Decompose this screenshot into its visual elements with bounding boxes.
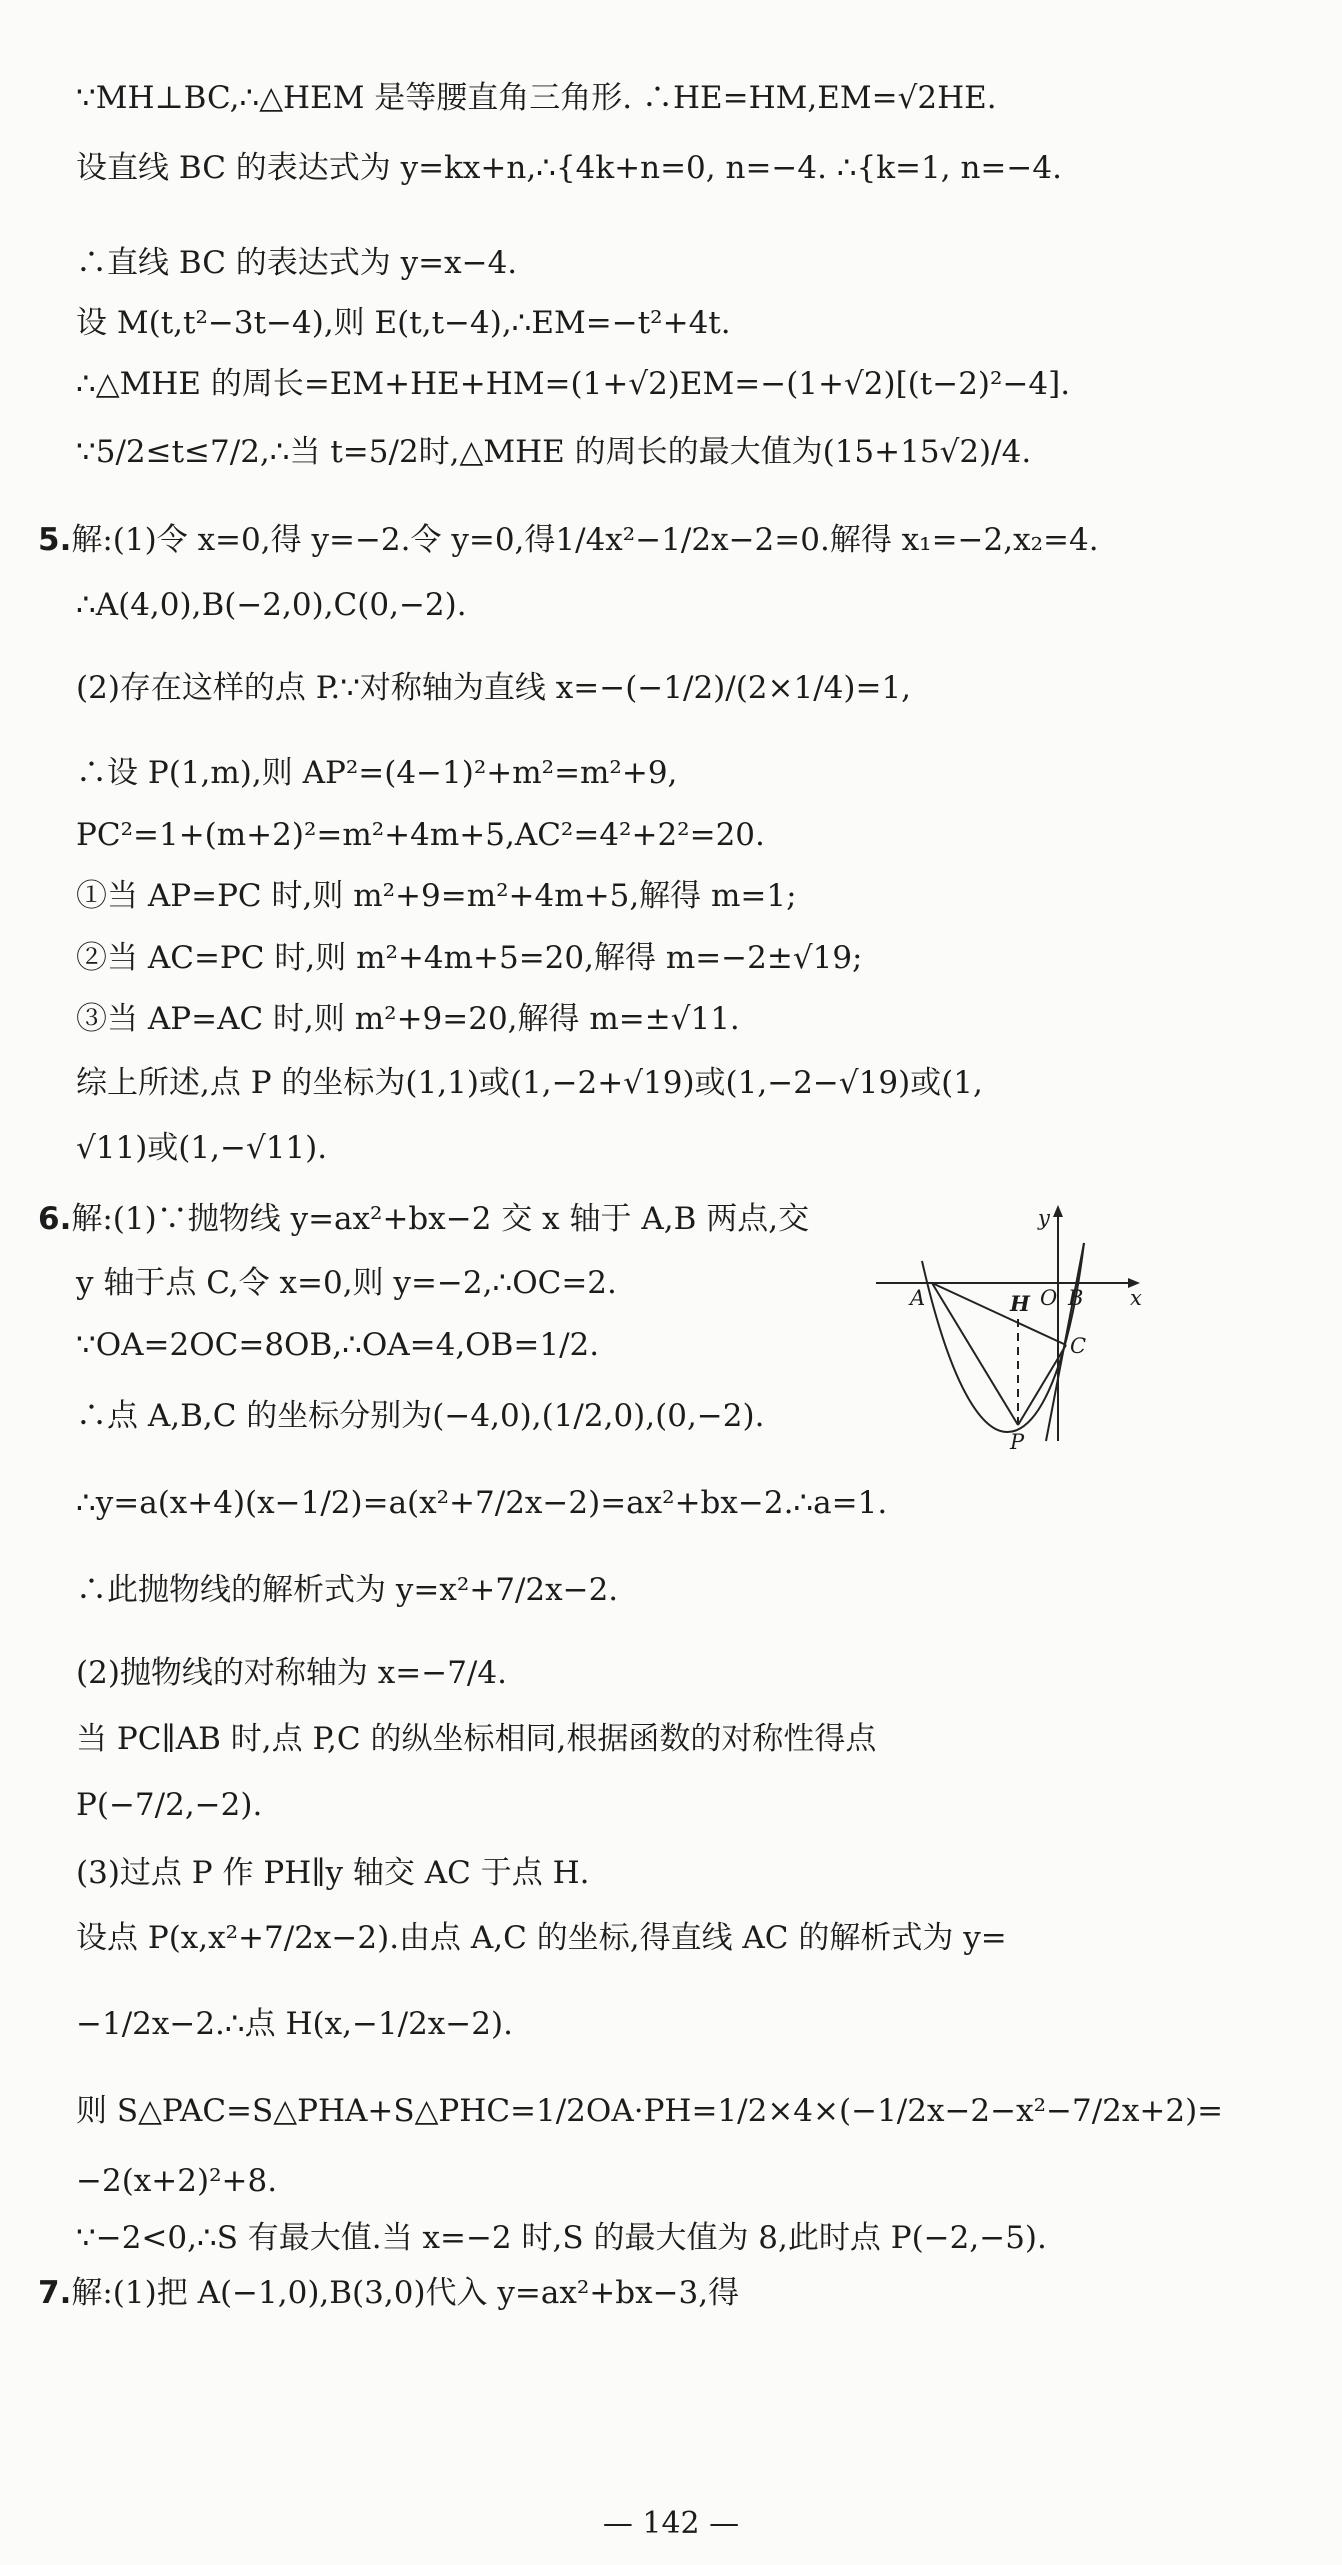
text-line: [0, 432, 1342, 472]
text-line: [0, 1128, 1342, 1168]
text-line: [0, 876, 1342, 916]
line-text: ②当 AC=PC 时,则 m²+4m+5=20,解得 m=−2±√19;: [76, 940, 863, 976]
text-line: [0, 585, 1342, 625]
text-line: [0, 1785, 1342, 1825]
line-text: −1/2x−2.∴点 H(x,−1/2x−2).: [76, 2006, 513, 2042]
chord-ap: [932, 1283, 1018, 1425]
text-line: [0, 938, 1342, 978]
page-number: — 142 —: [602, 2506, 740, 2541]
line-text: P(−7/2,−2).: [76, 1787, 263, 1823]
line-text: ①当 AP=PC 时,则 m²+9=m²+4m+5,解得 m=1;: [76, 878, 797, 914]
label-y: y: [1038, 1206, 1050, 1230]
text-line: [0, 1570, 1342, 1610]
label-p: P: [1010, 1430, 1025, 1454]
line-text: (2)抛物线的对称轴为 x=−7/4.: [76, 1655, 507, 1691]
text-line: [0, 2218, 1342, 2258]
text-line: [0, 1063, 1342, 1103]
line-text: 设 M(t,t²−3t−4),则 E(t,t−4),∴EM=−t²+4t.: [76, 305, 731, 341]
line-text: −2(x+2)²+8.: [76, 2163, 278, 2199]
line-text: ∴直线 BC 的表达式为 y=x−4.: [76, 245, 518, 281]
problem-number: 6.: [38, 1201, 72, 1237]
line-text: (3)过点 P 作 PH∥y 轴交 AC 于点 H.: [76, 1855, 590, 1891]
text-line: [0, 999, 1342, 1039]
text-line: [0, 2091, 1342, 2131]
problem-number: 5.: [38, 522, 72, 558]
line-text: 解:(1)∵抛物线 y=ax²+bx−2 交 x 轴于 A,B 两点,交: [71, 1201, 810, 1237]
label-x: x: [1130, 1286, 1142, 1310]
text-line: [0, 753, 1342, 793]
line-text: 当 PC∥AB 时,点 P,C 的纵坐标相同,根据函数的对称性得点: [76, 1721, 877, 1757]
text-line: [0, 303, 1342, 343]
text-line: [0, 1719, 1342, 1759]
line-text: 设点 P(x,x²+7/2x−2).由点 A,C 的坐标,得直线 AC 的解析式为 y=: [76, 1920, 1007, 1956]
line-text: ∴此抛物线的解析式为 y=x²+7/2x−2.: [76, 1572, 619, 1608]
line-text: ∵5/2≤t≤7/2,∴当 t=5/2时,△MHE 的周长的最大值为(15+15√2)/4.: [76, 434, 1032, 470]
text-line: [0, 815, 1342, 855]
label-b: B: [1068, 1286, 1084, 1310]
label-a: A: [910, 1286, 926, 1310]
line-text: 则 S△PAC=S△PHA+S△PHC=1/2OA·PH=1/2×4×(−1/2x−2−x²−7/2x+2)=: [76, 2093, 1224, 2129]
line-text: ∵−2<0,∴S 有最大值.当 x=−2 时,S 的最大值为 8,此时点 P(−2,−5).: [76, 2220, 1047, 2256]
text-line: [0, 2004, 1342, 2044]
text-line: [0, 520, 1342, 560]
text-line: [0, 1653, 1342, 1693]
line-text: √11)或(1,−√11).: [76, 1130, 328, 1166]
text-line: [0, 243, 1342, 283]
figure-labels: [908, 1206, 1142, 1454]
line-text: ∵MH⊥BC,∴△HEM 是等腰直角三角形. ∴HE=HM,EM=√2HE.: [76, 80, 997, 116]
label-c: C: [1070, 1334, 1087, 1358]
text-line: [0, 364, 1342, 404]
text-line: [0, 78, 1342, 118]
text-line: [0, 1853, 1342, 1893]
label-h: H: [1010, 1291, 1030, 1316]
line-text: 设直线 BC 的表达式为 y=kx+n,∴{4k+n=0, n=−4. ∴{k=1, n=−4.: [76, 150, 1062, 186]
line-text: ∴△MHE 的周长=EM+HE+HM=(1+√2)EM=−(1+√2)[(t−2)²−4].: [76, 366, 1071, 402]
line-text: ③当 AP=AC 时,则 m²+9=20,解得 m=±√11.: [76, 1001, 740, 1037]
y-arrow: [1053, 1205, 1063, 1217]
text-line: [0, 668, 1342, 708]
line-text: ∴设 P(1,m),则 AP²=(4−1)²+m²=m²+9,: [76, 755, 678, 791]
text-line: [0, 1483, 1342, 1523]
text-line: [0, 148, 1342, 188]
line-text: 解:(1)把 A(−1,0),B(3,0)代入 y=ax²+bx−3,得: [71, 2275, 740, 2311]
label-o: O: [1040, 1286, 1058, 1310]
parabola-figure: [870, 1205, 1150, 1455]
text-line: [0, 2161, 1342, 2201]
line-text: ∵OA=2OC=8OB,∴OA=4,OB=1/2.: [76, 1327, 600, 1363]
parabola-curve: [922, 1243, 1087, 1432]
line-text: ∴点 A,B,C 的坐标分别为(−4,0),(1/2,0),(0,−2).: [76, 1398, 765, 1434]
line-text: y 轴于点 C,令 x=0,则 y=−2,∴OC=2.: [76, 1265, 617, 1301]
figure-lines: [876, 1211, 1132, 1441]
line-text: 解:(1)令 x=0,得 y=−2.令 y=0,得1/4x²−1/2x−2=0.解得 x₁=−2,x₂=4.: [71, 522, 1099, 558]
line-text: 综上所述,点 P 的坐标为(1,1)或(1,−2+√19)或(1,−2−√19)或(1,: [76, 1065, 983, 1101]
line-text: ∴A(4,0),B(−2,0),C(0,−2).: [76, 587, 467, 623]
line-text: PC²=1+(m+2)²=m²+4m+5,AC²=4²+2²=20.: [76, 817, 765, 853]
text-line: [0, 1918, 1342, 1958]
line-text: (2)存在这样的点 P.∵对称轴为直线 x=−(−1/2)/(2×1/4)=1,: [76, 670, 912, 706]
problem-number: 7.: [38, 2275, 72, 2311]
text-line: [0, 2273, 1342, 2313]
line-text: ∴y=a(x+4)(x−1/2)=a(x²+7/2x−2)=ax²+bx−2.∴a=1.: [76, 1485, 888, 1521]
